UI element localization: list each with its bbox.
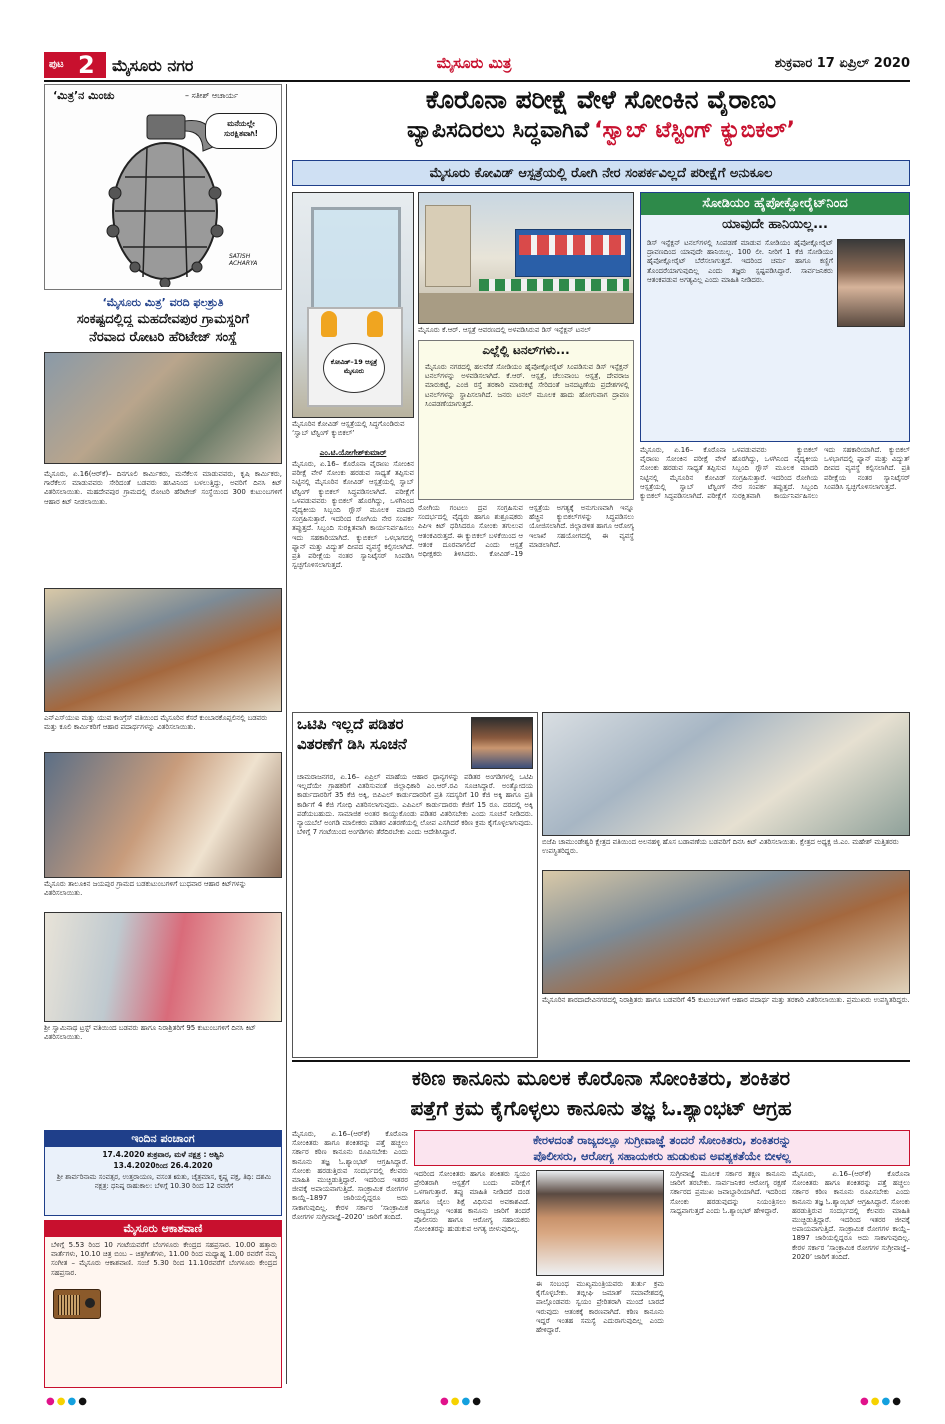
left-story-body: ಮೈಸೂರು, ಏ.16(ಆರ್‌ಕೆ)– ದಿನಗೂಲಿ ಕಾರ್ಮಿಕರು, ಮನೆಕೆಲಸ ಮಾಡುವವರು, ಕೃಷಿ ಕಾರ್ಮಿಕರು, ಗಾರೆಕೆಲಸ ಮಾಡುವವರು ಸೇರಿದಂತೆ ಬಡವರು ಹಸಿವಿನಿಂದ ಬಳಲುತ್ತಿದ್ದು, ಅವರಿಗೆ ದಿನಸಿ ಕಿಟ್ ವಿತರಿಸಲಾಯಿತು. ಮಹದೇವಪುರ ಗ್ರಾಮದಲ್ಲಿ ರೋಟರಿ ಹೆರಿಟೇಜ್ ಸಂಸ್ಥೆಯಿಂದ 300 ಕುಟುಂಬಗಳಿಗೆ ಆಹಾರ ಕಿಟ್ ನೀಡಲಾಯಿತು. bbox=[44, 470, 282, 506]
left-photo-3 bbox=[44, 752, 282, 878]
cartoon-box bbox=[44, 84, 282, 290]
header-rule bbox=[44, 80, 910, 82]
page-number-badge bbox=[44, 52, 106, 78]
right-photo-1 bbox=[542, 712, 910, 836]
right-caption-2: ಮೈಸೂರಿನ ಶಾರದಾದೇವಿನಗರದಲ್ಲಿ ನಿರಾಶ್ರಿತರು ಹಾಗೂ ಬಡವರಿಗೆ 45 ಕುಟುಂಬಗಳಿಗೆ ಆಹಾರ ಪದಾರ್ಥ ಮತ್ತು ತರಕಾರಿ ವಿತರಿಸಲಾಯಿತು. ಪ್ರಮುಖರು ಉಪಸ್ಥಿತರಿದ್ದರು. bbox=[542, 996, 910, 1004]
left-photo-4 bbox=[44, 912, 282, 1022]
bottom-headline-1: ಕಠಿಣ ಕಾನೂನು ಮೂಲಕ ಕೊರೊನಾ ಸೋಂಕಿತರು, ಶಂಕಿತರ bbox=[411, 1066, 791, 1090]
bottom-deck-2: ಪೊಲೀಸರು, ಆರೋಗ್ಯ ಸಹಾಯಕರು ಹುಡುಕುವ ಅವಶ್ಯಕತೆಯೇ ಬೀಳಲ್ಲ bbox=[533, 1149, 791, 1163]
lead-body-1: ಮೈಸೂರು, ಏ.16– ಕೊರೊನಾ ವೈರಾಣು ಸೋಂಕಿನ ಪರೀಕ್ಷೆ ವೇಳೆ ಸೋಂಕು ಹರಡುವ ಸಾಧ್ಯತೆ ತಪ್ಪಿಸುವ ನಿಟ್ಟಿನಲ್ಲಿ ಮೈಸೂರಿನ ಕೋವಿಡ್ ಆಸ್ಪತ್ರೆಯಲ್ಲಿ ಸ್ವಾಬ್ ಟೆಸ್ಟಿಂಗ್ ಕ್ಯುಬಿಕಲ್ ಸಿದ್ಧಪಡಿಸಲಾಗಿದೆ. ಪರೀಕ್ಷೆಗೆ ಒಳಪಡುವವರು ಕ್ಯುಬಿಕಲ್ ಹೊರಗಿದ್ದು, ಒಳಗಿನಿಂದ ವೈದ್ಯಕೀಯ ಸಿಬ್ಬಂದಿ ಗ್ಲೌಸ್ ಮೂಲಕ ಮಾದರಿ ಸಂಗ್ರಹಿಸುತ್ತಾರೆ. ಇದರಿಂದ ರೋಗಿಯ ನೇರ ಸಂಪರ್ಕ ತಪ್ಪುತ್ತದೆ. ಸಿಬ್ಬಂದಿ ಸುರಕ್ಷಿತವಾಗಿ ಕಾರ್ಯನಿರ್ವಹಿಸಲು ಇದು ಸಹಕಾರಿಯಾಗಿದೆ. ಕ್ಯುಬಿಕಲ್ ಒಳಭಾಗದಲ್ಲಿ ಫ್ಯಾನ್ ಮತ್ತು ವಿದ್ಯುತ್ ದೀಪದ ವ್ಯವಸ್ಥೆ ಕಲ್ಪಿಸಲಾಗಿದೆ. ಪ್ರತಿ ಪರೀಕ್ಷೆಯ ನಂತರ ಸ್ಯಾನಿಟೈಸರ್ ಸಿಂಪಡಿಸಿ ಸ್ವಚ್ಛಗೊಳಿಸಲಾಗುತ್ತದೆ. bbox=[292, 460, 414, 570]
left-caption-1: ಎನ್‌ಎಸ್‌ಯುಐ ಮತ್ತು ಯುವ ಕಾಂಗ್ರೆಸ್ ವತಿಯಿಂದ ಮೈಸೂರಿನ ಕೆಸರೆ ಕುಂಬಾರಕೊಪ್ಪಲಿನಲ್ಲಿ ಬಡವರು ಮತ್ತು ಕೂಲಿ ಕಾರ್ಮಿಕರಿಗೆ ಆಹಾರ ಪದಾರ್ಥಗಳನ್ನು ವಿತರಿಸಲಾಯಿತು. bbox=[44, 714, 268, 731]
bottom-rule bbox=[292, 1060, 910, 1062]
sidebar-box bbox=[640, 192, 910, 442]
page-number: 2 bbox=[78, 51, 95, 79]
sidebar-portrait bbox=[837, 239, 905, 327]
tunnel-box-body: ಮೈಸೂರು ನಗರದಲ್ಲಿ ಹಲವೆಡೆ ಸೋಡಿಯಂ ಹೈಪೋಕ್ಲೋರೈಟ್ ಸಿಂಪಡಿಸುವ ಡಿಸ್ ಇನ್ಫೆಕ್ಷನ್ ಟನಲ್‌ಗಳನ್ನು ಅಳವಡಿಸಲಾಗಿದೆ. ಕೆ.ಆರ್. ಆಸ್ಪತ್ರೆ, ಚೆಲುವಾಂಬ ಆಸ್ಪತ್ರೆ, ದೇವರಾಜ ಮಾರುಕಟ್ಟೆ, ಎಂಜಿ ರಸ್ತೆ ತರಕಾರಿ ಮಾರುಕಟ್ಟೆ ಸೇರಿದಂತೆ ಜನದಟ್ಟಣೆಯ ಪ್ರದೇಶಗಳಲ್ಲಿ ಟನಲ್‌ಗಳನ್ನು ಸ್ಥಾಪಿಸಲಾಗಿದೆ. ಜನರು ಟನಲ್ ಮೂಲಕ ಹಾದು ಹೋಗುವಾಗ ದ್ರಾವಣ ಸಿಂಪಡಣೆಯಾಗುತ್ತದೆ. bbox=[425, 363, 629, 408]
left-photo-1 bbox=[44, 352, 282, 464]
cartoon-credit: – ಸತೀಶ್ ಆಚಾರ್ಯ bbox=[185, 91, 239, 100]
cubicle-photo bbox=[292, 192, 414, 418]
left-story-headline-2: ನೆರವಾದ ರೋಟರಿ ಹೆರಿಟೇಜ್ ಸಂಸ್ಥೆ bbox=[89, 330, 237, 345]
panchanga-title: ಇಂದಿನ ಪಂಚಾಂಗ bbox=[45, 1131, 281, 1147]
bottom-col-4: ಸುಗ್ರೀವಾಜ್ಞೆ ಮೂಲಕ ಸರ್ಕಾರ ತಕ್ಷಣ ಕಾನೂನು ಜಾರಿಗೆ ತರಬೇಕು. ಸಾರ್ವಜನಿಕರ ಆರೋಗ್ಯ ರಕ್ಷಣೆ ಸರ್ಕಾರದ ಪ್ರಮುಖ ಜವಾಬ್ದಾರಿಯಾಗಿದೆ. ಇದರಿಂದ ಸೋಂಕು ಹರಡುವುದನ್ನು ನಿಯಂತ್ರಿಸಲು ಸಾಧ್ಯವಾಗುತ್ತದೆ ಎಂದು ಓ.ಶ್ಯಾಂಭಟ್ ಹೇಳಿದ್ದಾರೆ. bbox=[670, 1170, 786, 1215]
akashavani-body: ಬೆಳಿಗ್ಗೆ 5.53 ರಿಂದ 10 ಗಂಟೆಯವರೆಗೆ ಬೆಂಗಳೂರು ಕೇಂದ್ರದ ಸಹಪ್ರಸಾರ. 10.00 ಹತ್ತಾರು ವಾರ್ತೆಗಳು, 10.10 ಚಿತ್ರ ಬಿಂಬ – ಚಿತ್ರಗೀತೆಗಳು, 11.00 ರಿಂದ ಮಧ್ಯಾಹ್ನ 1.00 ರವರೆಗೆ ನಮ್ಮ ಸಂಗೀತ – ಮೈಸೂರು ಆಕಾಶವಾಣಿ. ಸಂಜೆ 5.30 ರಿಂದ 11.10ರವರೆಗೆ ಬೆಂಗಳೂರು ಕೇಂದ್ರದ ಸಹಪ್ರಸಾರ. bbox=[51, 1241, 277, 1277]
right-caption-1: ಬಿಜೆಪಿ ಚಾಮುಂಡೇಶ್ವರಿ ಕ್ಷೇತ್ರದ ವತಿಯಿಂದ ಅಲನಹಳ್ಳಿ ಹೊಸ ಬಡಾವಣೆಯ ಬಡವರಿಗೆ ದಿನಸಿ ಕಿಟ್ ವಿತರಿಸಲಾಯಿತು. ಕ್ಷೇತ್ರದ ಅಧ್ಯಕ್ಷ ಜಿ.ಎಂ. ಮಹೇಶ್ ಮತ್ತಿತರರು ಉಪಸ್ಥಿತರಿದ್ದರು. bbox=[542, 838, 899, 855]
bottom-col-2: ಇದರಿಂದ ಸೋಂಕಿತರು ಹಾಗೂ ಶಂಕಿತರು ಸ್ವಯಂ ಪ್ರೇರಿತರಾಗಿ ಆಸ್ಪತ್ರೆಗೆ ಬಂದು ಪರೀಕ್ಷೆಗೆ ಒಳಗಾಗುತ್ತಾರೆ. ತಪ್ಪು ಮಾಹಿತಿ ನೀಡಿದರೆ ದಂಡ ಹಾಗೂ ಜೈಲು ಶಿಕ್ಷೆ ವಿಧಿಸುವ ಅವಕಾಶವಿದೆ. ರಾಜ್ಯದಲ್ಲೂ ಇಂತಹ ಕಾನೂನು ಜಾರಿಗೆ ತಂದರೆ ಪೊಲೀಸರು ಹಾಗೂ ಆರೋಗ್ಯ ಸಹಾಯಕರು ಸೋಂಕಿತರನ್ನು ಹುಡುಕುವ ಅಗತ್ಯ ಬೀಳುವುದಿಲ್ಲ. bbox=[414, 1170, 530, 1234]
sidebar-body: ಡಿಸ್ ಇನ್ಫೆಕ್ಷನ್ ಟನಲ್‌ಗಳಲ್ಲಿ ಸಿಂಪಡಣೆ ಮಾಡುವ ಸೋಡಿಯಂ ಹೈಪೋಕ್ಲೋರೈಟ್ ದ್ರಾವಣದಿಂದ ಯಾವುದೇ ಹಾನಿಯಿಲ್ಲ. 100 ಲೀ. ನೀರಿಗೆ 1 ಕೆಜಿ ಸೋಡಿಯಂ ಹೈಪೋಕ್ಲೋರೈಟ್ ಬೆರೆಸಲಾಗುತ್ತದೆ. ಇದರಿಂದ ಚರ್ಮ ಹಾಗೂ ಕಣ್ಣಿಗೆ ತೊಂದರೆಯಾಗುವುದಿಲ್ಲ ಎಂದು ತಜ್ಞರು ಸ್ಪಷ್ಟಪಡಿಸಿದ್ದಾರೆ. ಸಾರ್ವಜನಿಕರು ಆತಂಕಪಡುವ ಅಗತ್ಯವಿಲ್ಲ ಎಂದು ಮಾಹಿತಿ ನೀಡಿದರು. bbox=[647, 239, 833, 284]
issue-date: ಶುಕ್ರವಾರ 17 ಏಪ್ರಿಲ್ 2020 bbox=[774, 56, 910, 71]
panchanga-line-2: 13.4.2020ರಿಂದ 26.4.2020 bbox=[113, 1161, 213, 1170]
lead-headline-2a: ವ್ಯಾಪಿಸದಿರಲು ಸಿದ್ಧವಾಗಿವೆ bbox=[406, 118, 590, 143]
dc-portrait bbox=[471, 717, 533, 769]
radio-icon bbox=[53, 1289, 101, 1319]
dc-story-box bbox=[292, 712, 538, 1058]
page-header bbox=[44, 50, 910, 80]
lead-headline-1: ಕೊರೊನಾ ಪರೀಕ್ಷೆ ವೇಳೆ ಸೋಂಕಿನ ವೈರಾಣು bbox=[425, 85, 777, 114]
sidebar-title-2: ಯಾವುದೇ ಹಾನಿಯಿಲ್ಲ... bbox=[722, 217, 828, 232]
tunnel-box-head: ಎಲ್ಲೆಲ್ಲಿ ಟನಲ್‌ಗಳು... bbox=[482, 343, 570, 357]
cubicle-sign: ಕೋವಿಡ್–19 ಆಸ್ಪತ್ರೆ ಮೈಸೂರು bbox=[323, 343, 385, 393]
left-photo-2 bbox=[44, 588, 282, 712]
panchanga-box bbox=[44, 1130, 282, 1216]
bottom-col-3: ಈ ಸಂಬಂಧ ಮುಖ್ಯಮಂತ್ರಿಯವರು ತುರ್ತು ಕ್ರಮ ಕೈಗೊಳ್ಳಬೇಕು. ತಬ್ಲೀಘಿ ಜಮಾತ್ ಸಮಾವೇಶದಲ್ಲಿ ಪಾಲ್ಗೊಂಡವರು ಸ್ವಯಂ ಪ್ರೇರಿತರಾಗಿ ಮುಂದೆ ಬಾರದೆ ಇರುವುದು ಆತಂಕಕ್ಕೆ ಕಾರಣವಾಗಿದೆ. ಕಠಿಣ ಕಾನೂನು ಇದ್ದರೆ ಇಂತಹ ಸಮಸ್ಯೆ ಎದುರಾಗುವುದಿಲ್ಲ ಎಂದು ಹೇಳಿದ್ದಾರೆ. bbox=[536, 1280, 664, 1335]
left-story-headline-1: ಸಂಕಷ್ಟದಲ್ಲಿದ್ದ ಮಹದೇವಪುರ ಗ್ರಾಮಸ್ಥರಿಗೆ bbox=[76, 312, 250, 327]
akashavani-box bbox=[44, 1220, 282, 1388]
registration-dots-right: ●●●● bbox=[860, 1396, 903, 1407]
bottom-headline-2: ಪತ್ತೆಗೆ ಕ್ರಮ ಕೈಗೊಳ್ಳಲು ಕಾನೂನು ತಜ್ಞ ಓ.ಶ್ಯಾಂಭಟ್ ಆಗ್ರಹ bbox=[410, 1096, 792, 1120]
dc-headline-2: ವಿತರಣೆಗೆ ಡಿಸಿ ಸೂಚನೆ bbox=[297, 735, 407, 753]
bottom-deck-box bbox=[414, 1130, 910, 1166]
cubicle-caption: ಮೈಸೂರಿನ ಕೋವಿಡ್ ಆಸ್ಪತ್ರೆಯಲ್ಲಿ ಸಿದ್ಧಗೊಂಡಿರುವ ‘ಸ್ವಾಬ್ ಟೆಸ್ಟಿಂಗ್ ಕ್ಯುಬಿಕಲ್’ bbox=[292, 420, 405, 437]
registration-dots-left: ●●●● bbox=[46, 1396, 89, 1407]
panchanga-line-1: 17.4.2020 ಶುಕ್ರವಾರ, ಮಳೆ ನಕ್ಷತ್ರ : ಅಶ್ವಿನಿ bbox=[102, 1150, 224, 1159]
bottom-col-5: ಮೈಸೂರು, ಏ.16–(ಆರ್‌ಕೆ) ಕೊರೊನಾ ಸೋಂಕಿತರು ಹಾಗೂ ಶಂಕಿತರನ್ನು ಪತ್ತೆ ಹಚ್ಚಲು ಸರ್ಕಾರ ಕಠಿಣ ಕಾನೂನು ರೂಪಿಸಬೇಕು ಎಂದು ಕಾನೂನು ತಜ್ಞ ಓ.ಶ್ಯಾಂಭಟ್ ಆಗ್ರಹಿಸಿದ್ದಾರೆ. ಸೋಂಕು ಹರಡುತ್ತಿರುವ ಸಂದರ್ಭದಲ್ಲಿ ಕೆಲವರು ಮಾಹಿತಿ ಮುಚ್ಚಿಡುತ್ತಿದ್ದಾರೆ. ಇದರಿಂದ ಇತರರ ಜೀವಕ್ಕೆ ಅಪಾಯವಾಗುತ್ತಿದೆ. ಸಾಂಕ್ರಾಮಿಕ ರೋಗಗಳ ಕಾಯ್ದೆ–1897 ಜಾರಿಯಲ್ಲಿದ್ದರೂ ಅದು ಸಾಕಾಗುವುದಿಲ್ಲ. ಕೇರಳ ಸರ್ಕಾರ ‘ಸಾಂಕ್ರಾಮಿಕ ರೋಗಗಳ ಸುಗ್ರೀವಾಜ್ಞೆ–2020’ ಜಾರಿಗೆ ತಂದಿದೆ. bbox=[792, 1170, 910, 1261]
sidebar-title-1: ಸೋಡಿಯಂ ಹೈಪೋಕ್ಲೋರೈಟ್‌ನಿಂದ bbox=[641, 193, 909, 215]
tunnel-caption: ಮೈಸೂರು ಕೆ.ಆರ್. ಆಸ್ಪತ್ರೆ ಆವರಣದಲ್ಲಿ ಅಳವಡಿಸಿರುವ ಡಿಸ್ ಇನ್ಫೆಕ್ಷನ್ ಟನಲ್ bbox=[418, 326, 591, 334]
dc-headline-1: ಒಟಿಪಿ ಇಲ್ಲದೆ ಪಡಿತರ bbox=[297, 715, 404, 733]
bottom-portrait bbox=[536, 1170, 664, 1276]
left-caption-3: ಶ್ರೀ ಸ್ವಾಮಿನಾಥ ಟ್ರಸ್ಟ್ ವತಿಯಿಂದ ಬಡವರು ಹಾಗೂ ನಿರಾಶ್ರಿತರಿಗೆ 95 ಕುಟುಂಬಗಳಿಗೆ ದಿನಸಿ ಕಿಟ್ ವಿತರಿಸಲಾಯಿತು. bbox=[44, 1024, 256, 1041]
right-photo-2 bbox=[542, 870, 910, 994]
bottom-deck-1: ಕೇರಳದಂತೆ ರಾಜ್ಯದಲ್ಲೂ ಸುಗ್ರೀವಾಜ್ಞೆ ತಂದರೆ ಸೋಂಕಿತರು, ಶಂಕಿತರನ್ನು bbox=[532, 1133, 792, 1147]
column-divider bbox=[286, 84, 287, 1384]
page-label: ಪುಟ bbox=[49, 59, 64, 70]
lead-body-2: ರೋಗಿಯ ಗಂಟಲು ದ್ರವ ಸಂಗ್ರಹಿಸುವ ಸಂದರ್ಭದಲ್ಲಿ ವೈದ್ಯರು ಹಾಗೂ ಶುಶ್ರೂಷಕರು ಪಿಪಿಇ ಕಿಟ್ ಧರಿಸಿದರೂ ಸೋಂಕು ತಗುಲುವ ಆತಂಕವಿರುತ್ತದೆ. ಈ ಕ್ಯುಬಿಕಲ್ ಬಳಕೆಯಿಂದ ಆ ಆತಂಕ ದೂರವಾಗಲಿದೆ ಎಂದು ಆಸ್ಪತ್ರೆ ಅಧೀಕ್ಷಕರು ತಿಳಿಸಿದರು. ಕೋವಿಡ್–19 ಆಸ್ಪತ್ರೆಯ ಅಗತ್ಯಕ್ಕೆ ಅನುಗುಣವಾಗಿ ಇನ್ನೂ ಹೆಚ್ಚಿನ ಕ್ಯುಬಿಕಲ್‌ಗಳನ್ನು ಸಿದ್ಧಪಡಿಸಲು ಯೋಜಿಸಲಾಗಿದೆ. ಜಿಲ್ಲಾಡಳಿತ ಹಾಗೂ ಆರೋಗ್ಯ ಇಲಾಖೆ ಸಹಯೋಗದಲ್ಲಿ ಈ ವ್ಯವಸ್ಥೆ ಮಾಡಲಾಗಿದೆ. bbox=[418, 504, 634, 559]
lead-headline-2b: ‘ಸ್ವಾಬ್ ಟೆಸ್ಟಿಂಗ್ ಕ್ಯುಬಿಕಲ್’ bbox=[594, 118, 796, 143]
panchanga-body: ಶ್ರೀ ಶಾರ್ವರಿನಾಮ ಸಂವತ್ಸರ, ಉತ್ತರಾಯಣ, ವಸಂತ ಋತು, ಚೈತ್ರಮಾಸ, ಕೃಷ್ಣ ಪಕ್ಷ, ತಿಥಿ: ದಶಮಿ ನಕ್ಷತ್ರ: ಧನಿಷ್ಠ ರಾಹುಕಾಲ: ಬೆಳಿಗ್ಗೆ 10.30 ರಿಂದ 12 ರವರೆಗೆ bbox=[56, 1173, 272, 1191]
cartoon-speech-bubble: ಮನೆಯಲ್ಲೇ ಸುರಕ್ಷಿತವಾಗಿ! bbox=[205, 113, 277, 149]
lead-byline: ಎಂ.ಟಿ.ಯೋಗೇಶ್‌ಕುಮಾರ್ bbox=[319, 448, 387, 457]
akashavani-title: ಮೈಸೂರು ಆಕಾಶವಾಣಿ bbox=[45, 1221, 281, 1237]
masthead: ಮೈಸೂರು ಮಿತ್ರ bbox=[436, 54, 512, 72]
cartoon-signature: SATISH ACHARYA bbox=[229, 253, 258, 267]
section-name: ಮೈಸೂರು ನಗರ bbox=[112, 56, 194, 75]
left-caption-2: ಮೈಸೂರು ತಾಲೂಕಿನ ಜಯಪುರ ಗ್ರಾಮದ ಬಡಕುಟುಂಬಗಳಿಗೆ ಬುಧವಾರ ಆಹಾರ ಕಿಟ್‌ಗಳನ್ನು ವಿತರಿಸಲಾಯಿತು. bbox=[44, 880, 247, 897]
tunnel-photo bbox=[418, 192, 634, 324]
tunnel-box bbox=[418, 340, 634, 500]
lead-body-3: ಮೈಸೂರು, ಏ.16– ಕೊರೊನಾ ವೈರಾಣು ಸೋಂಕಿನ ಪರೀಕ್ಷೆ ವೇಳೆ ಸೋಂಕು ಹರಡುವ ಸಾಧ್ಯತೆ ತಪ್ಪಿಸುವ ನಿಟ್ಟಿನಲ್ಲಿ ಮೈಸೂರಿನ ಕೋವಿಡ್ ಆಸ್ಪತ್ರೆಯಲ್ಲಿ ಸ್ವಾಬ್ ಟೆಸ್ಟಿಂಗ್ ಕ್ಯುಬಿಕಲ್ ಸಿದ್ಧಪಡಿಸಲಾಗಿದೆ. ಪರೀಕ್ಷೆಗೆ ಒಳಪಡುವವರು ಕ್ಯುಬಿಕಲ್ ಹೊರಗಿದ್ದು, ಒಳಗಿನಿಂದ ವೈದ್ಯಕೀಯ ಸಿಬ್ಬಂದಿ ಗ್ಲೌಸ್ ಮೂಲಕ ಮಾದರಿ ಸಂಗ್ರಹಿಸುತ್ತಾರೆ. ಇದರಿಂದ ರೋಗಿಯ ನೇರ ಸಂಪರ್ಕ ತಪ್ಪುತ್ತದೆ. ಸಿಬ್ಬಂದಿ ಸುರಕ್ಷಿತವಾಗಿ ಕಾರ್ಯನಿರ್ವಹಿಸಲು ಇದು ಸಹಕಾರಿಯಾಗಿದೆ. ಕ್ಯುಬಿಕಲ್ ಒಳಭಾಗದಲ್ಲಿ ಫ್ಯಾನ್ ಮತ್ತು ವಿದ್ಯುತ್ ದೀಪದ ವ್ಯವಸ್ಥೆ ಕಲ್ಪಿಸಲಾಗಿದೆ. ಪ್ರತಿ ಪರೀಕ್ಷೆಯ ನಂತರ ಸ್ಯಾನಿಟೈಸರ್ ಸಿಂಪಡಿಸಿ ಸ್ವಚ್ಛಗೊಳಿಸಲಾಗುತ್ತದೆ. bbox=[640, 446, 910, 501]
left-story-kicker: ‘ಮೈಸೂರು ಮಿತ್ರ’ ವರದಿ ಫಲಶ್ರುತಿ bbox=[102, 296, 224, 309]
lead-subhead-bar: ಮೈಸೂರು ಕೋವಿಡ್ ಆಸ್ಪತ್ರೆಯಲ್ಲಿ ರೋಗಿ ನೇರ ಸಂಪರ್ಕವಿಲ್ಲದೆ ಪರೀಕ್ಷೆಗೆ ಅನುಕೂಲ bbox=[292, 160, 910, 186]
cartoon-title: ‘ಮಿತ್ರ’ನ ಮಿಂಚು bbox=[53, 89, 115, 102]
lead-headline-2 bbox=[292, 118, 910, 154]
registration-dots-center: ●●●● bbox=[440, 1396, 483, 1407]
bottom-col-1: ಮೈಸೂರು, ಏ.16–(ಆರ್‌ಕೆ) ಕೊರೊನಾ ಸೋಂಕಿತರು ಹಾಗೂ ಶಂಕಿತರನ್ನು ಪತ್ತೆ ಹಚ್ಚಲು ಸರ್ಕಾರ ಕಠಿಣ ಕಾನೂನು ರೂಪಿಸಬೇಕು ಎಂದು ಕಾನೂನು ತಜ್ಞ ಓ.ಶ್ಯಾಂಭಟ್ ಆಗ್ರಹಿಸಿದ್ದಾರೆ. ಸೋಂಕು ಹರಡುತ್ತಿರುವ ಸಂದರ್ಭದಲ್ಲಿ ಕೆಲವರು ಮಾಹಿತಿ ಮುಚ್ಚಿಡುತ್ತಿದ್ದಾರೆ. ಇದರಿಂದ ಇತರರ ಜೀವಕ್ಕೆ ಅಪಾಯವಾಗುತ್ತಿದೆ. ಸಾಂಕ್ರಾಮಿಕ ರೋಗಗಳ ಕಾಯ್ದೆ–1897 ಜಾರಿಯಲ್ಲಿದ್ದರೂ ಅದು ಸಾಕಾಗುವುದಿಲ್ಲ. ಕೇರಳ ಸರ್ಕಾರ ‘ಸಾಂಕ್ರಾಮಿಕ ರೋಗಗಳ ಸುಗ್ರೀವಾಜ್ಞೆ–2020’ ಜಾರಿಗೆ ತಂದಿದೆ. bbox=[292, 1130, 408, 1221]
dc-body: ಚಾಮರಾಜನಗರ, ಏ.16– ಏಪ್ರಿಲ್ ಮಾಹೆಯ ಆಹಾರ ಧಾನ್ಯಗಳನ್ನು ಪಡಿತರ ಅಂಗಡಿಗಳಲ್ಲಿ ಒಟಿಪಿ ಇಲ್ಲದೆಯೇ ಗ್ರಾಹಕರಿಗೆ ವಿತರಿಸುವಂತೆ ಜಿಲ್ಲಾಧಿಕಾರಿ ಎಂ.ಆರ್.ರವಿ ಸೂಚಿಸಿದ್ದಾರೆ. ಅಂತ್ಯೋದಯ ಕಾರ್ಡುದಾರರಿಗೆ 35 ಕೆಜಿ ಅಕ್ಕಿ, ಬಿಪಿಎಲ್ ಕಾರ್ಡುದಾರರಿಗೆ ಪ್ರತಿ ಸದಸ್ಯರಿಗೆ 10 ಕೆಜಿ ಅಕ್ಕಿ ಹಾಗೂ ಪ್ರತಿ ಕಾರ್ಡಿಗೆ 4 ಕೆಜಿ ಗೋಧಿ ವಿತರಿಸಲಾಗುವುದು. ಎಪಿಎಲ್ ಕಾರ್ಡುದಾರರು ಕೆಜಿಗೆ 15 ರೂ. ದರದಲ್ಲಿ ಅಕ್ಕಿ ಪಡೆಯಬಹುದು. ಸಾಮಾಜಿಕ ಅಂತರ ಕಾಯ್ದುಕೊಂಡು ಪಡಿತರ ವಿತರಿಸಬೇಕು ಎಂದು ಸೂಚನೆ ನೀಡಿದರು. ನ್ಯಾಯಬೆಲೆ ಅಂಗಡಿ ಮಾಲೀಕರು ಪಡಿತರ ವಿತರಣೆಯಲ್ಲಿ ಲೋಪ ಎಸಗಿದರೆ ಕಠಿಣ ಕ್ರಮ ಕೈಗೊಳ್ಳಲಾಗುವುದು. ಬೆಳಿಗ್ಗೆ 7 ಗಂಟೆಯಿಂದ ಅಂಗಡಿಗಳು ತೆರೆದಿರಬೇಕು ಎಂದು ಆದೇಶಿಸಿದ್ದಾರೆ. bbox=[297, 773, 533, 837]
